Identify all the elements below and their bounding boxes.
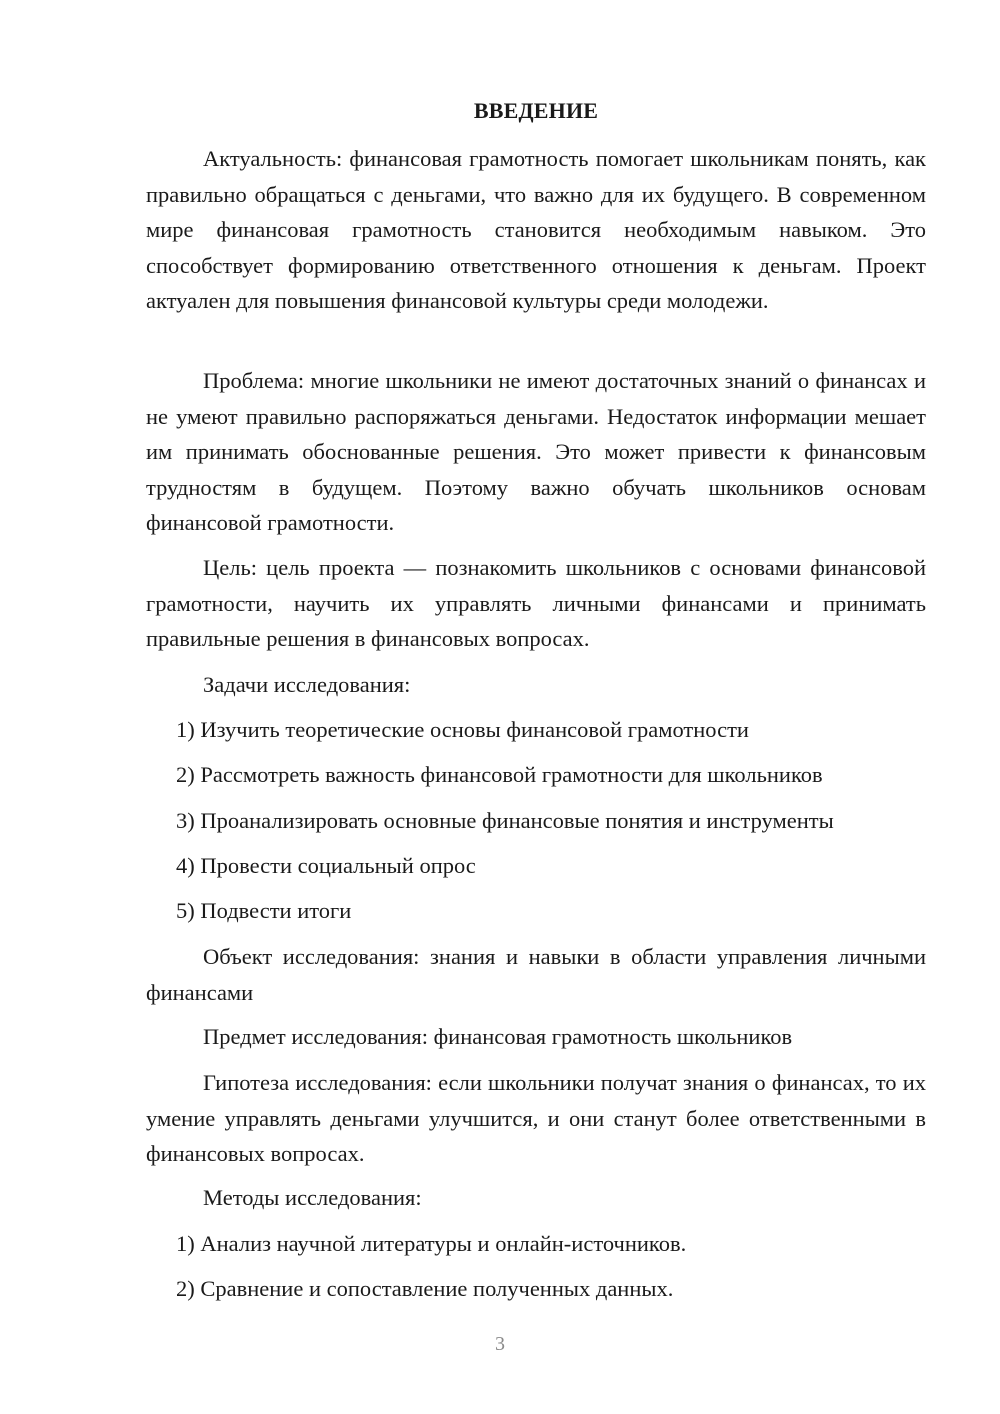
- task-item: 4) Провести социальный опрос: [176, 853, 476, 878]
- task-item: 2) Рассмотреть важность финансовой грамотности для школьников: [176, 762, 823, 787]
- task-item: 1) Изучить теоретические основы финансовой грамотности: [176, 717, 749, 742]
- tasks-heading: Задачи исследования:: [203, 672, 411, 697]
- subject-line: Предмет исследования: финансовая грамотность школьников: [203, 1024, 793, 1049]
- task-item: 5) Подвести итоги: [176, 898, 352, 923]
- method-item: 2) Сравнение и сопоставление полученных данных.: [176, 1276, 674, 1301]
- task-item: 3) Проанализировать основные финансовые понятия и инструменты: [176, 808, 834, 833]
- method-item: 1) Анализ научной литературы и онлайн-источников.: [176, 1231, 687, 1256]
- relevance-paragraph: Актуальность: финансовая грамотность помогает школьникам понять, как правильно обращаться с деньгами, что важно для их будущего. В современном мире финансовая грамотность становится необходимым навыком. Это способствует формированию ответственного отношения к деньгам. Проект актуален для повышения финансовой культуры среди молодежи.: [146, 146, 926, 313]
- methods-heading: Методы исследования:: [203, 1185, 422, 1210]
- problem-paragraph: Проблема: многие школьники не имеют достаточных знаний о финансах и не умеют правильно распоряжаться деньгами. Недостаток информации мешает им принимать обоснованные решения. Это может привести к финансовым трудностям в будущем. Поэтому важно обучать школьников основам финансовой грамотности.: [146, 368, 926, 535]
- page-number: 3: [495, 1333, 505, 1355]
- hypothesis-paragraph: Гипотеза исследования: если школьники получат знания о финансах, то их умение управлять деньгами улучшится, и они станут более ответственными в финансовых вопросах.: [146, 1070, 926, 1166]
- section-heading: ВВЕДЕНИЕ: [473, 98, 599, 123]
- goal-paragraph: Цель: цель проекта — познакомить школьников с основами финансовой грамотности, научить их управлять личными финансами и принимать правильные решения в финансовых вопросах.: [146, 555, 926, 651]
- object-paragraph: Объект исследования: знания и навыки в области управления личными финансами: [146, 944, 926, 1005]
